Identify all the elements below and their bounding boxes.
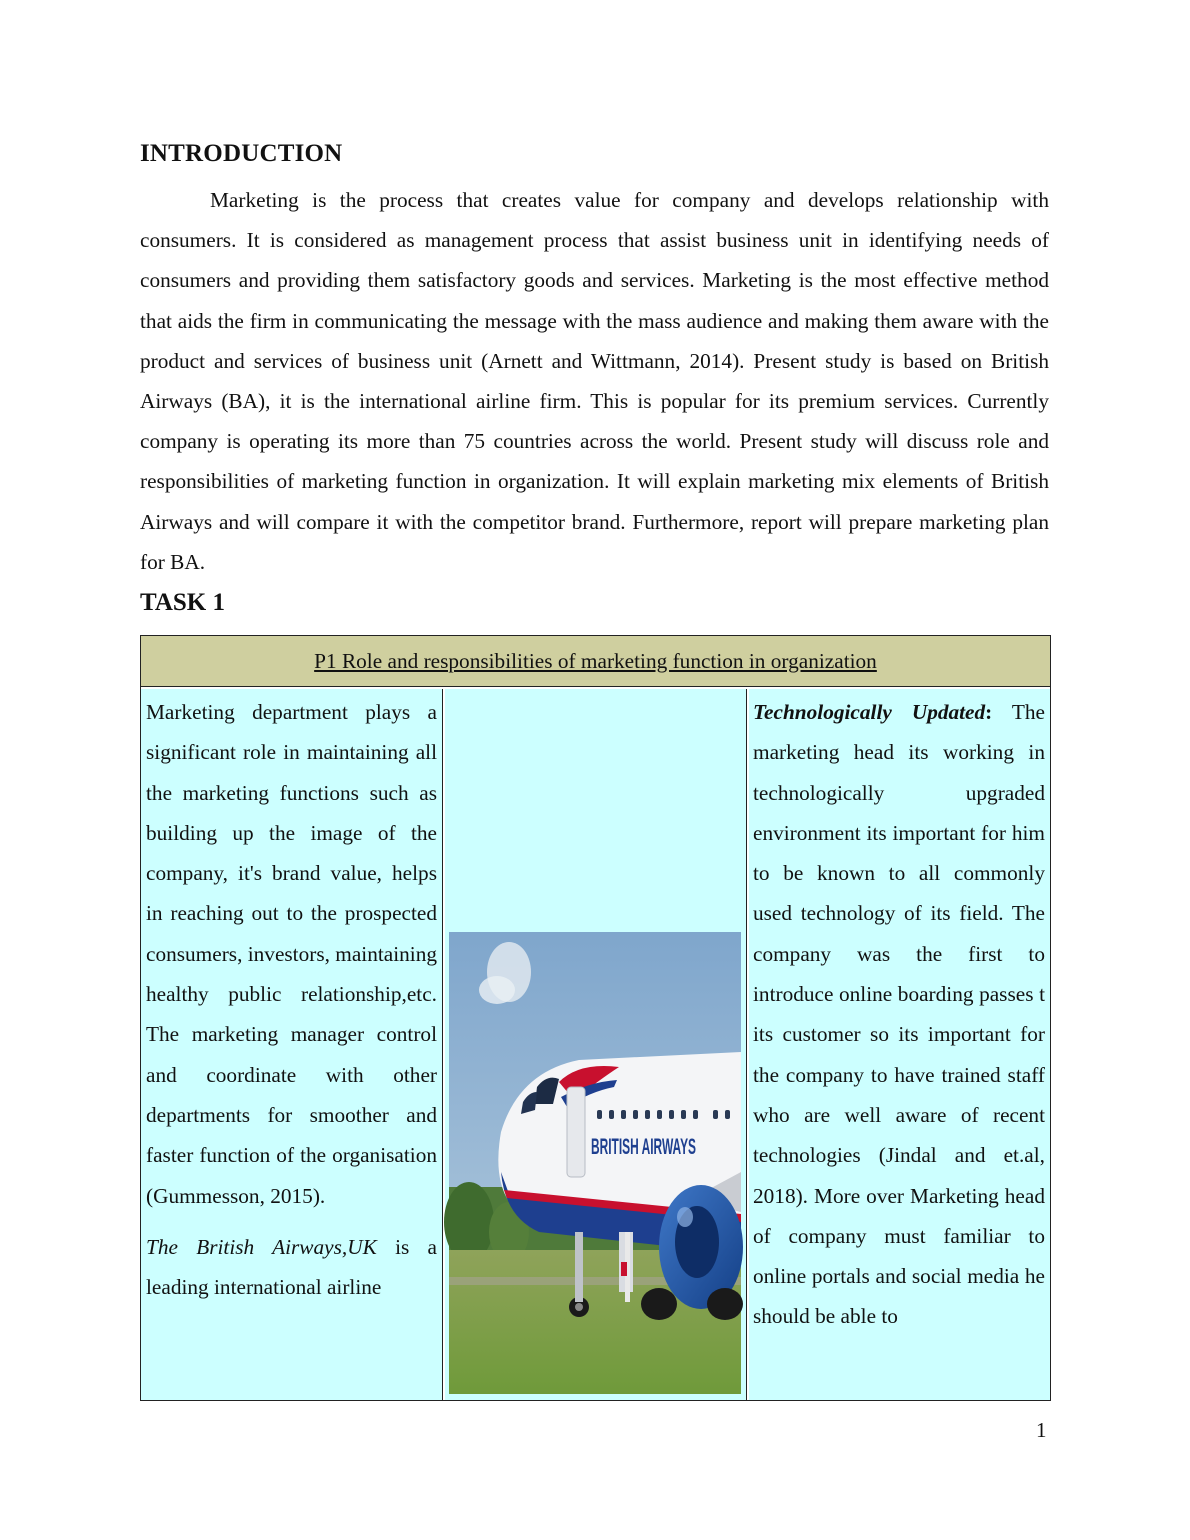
right-paragraph-lead-colon: : — [985, 700, 993, 724]
right-paragraph-text: The marketing head its working in technologically upgraded environment its important for him to be known to all commonly used technology of its field. The company was the first to introduce online boarding passes t its customer so its important for the company to have trained staff who are well aware of recent technologies (Jindal and et.al, 2018). More over Marketing head of company must familiar to online portals and social media he should be able to — [753, 700, 1045, 1329]
left-paragraph-1: Marketing department plays a significant role in maintaining all the marketing functions such as building up the image of the company, it's brand value, helps in reaching out to the prospected consumers, investors, maintaining healthy public relationship,etc. The marketing manager control and coordinate with other departments for smoother and faster function of the organisation (Gummesson, 2015). — [146, 700, 438, 1208]
task-heading: TASK 1 — [140, 589, 225, 616]
marketing-role-table — [140, 635, 1051, 1401]
page-number: 1 — [1036, 1418, 1047, 1442]
introduction-heading: INTRODUCTION — [140, 140, 343, 167]
livery-text: BRITISH AIRWAYS — [591, 1134, 696, 1159]
right-paragraph — [753, 692, 1045, 1337]
left-paragraph-2-text: is a leading international airline — [146, 1234, 437, 1300]
left-paragraph-2 — [146, 1227, 437, 1308]
british-airways-plane-photo — [449, 932, 741, 1394]
left-text-cell — [141, 689, 443, 1400]
image-cell — [445, 689, 747, 1400]
left-paragraph-2-italic: The British Airways,UK — [146, 1234, 377, 1259]
introduction-paragraph: Marketing is the process that creates value for company and develops relationship with consumers. It is considered as management process that assist business unit in identifying needs of consumers and providing them satisfactory goods and services. Marketing is the most effective method that aids the firm in communicating the message with the mass audience and making them aware with the product and services of business unit (Arnett and Wittmann, 2014). Present study is based on British Airways (BA), it is the international airline firm. This is popular for its premium services. Currently company is operating its more than 75 countries across the world. Present study will discuss role and responsibilities of marketing function in organization. It will explain marketing mix elements of British Airways and will compare it with the competitor brand. Furthermore, report will prepare marketing plan for BA. — [140, 188, 1049, 574]
right-text-cell — [749, 689, 1050, 1400]
table-header: P1 Role and responsibilities of marketing function in organization — [141, 636, 1050, 687]
right-paragraph-lead: Technologically Updated — [753, 700, 986, 724]
